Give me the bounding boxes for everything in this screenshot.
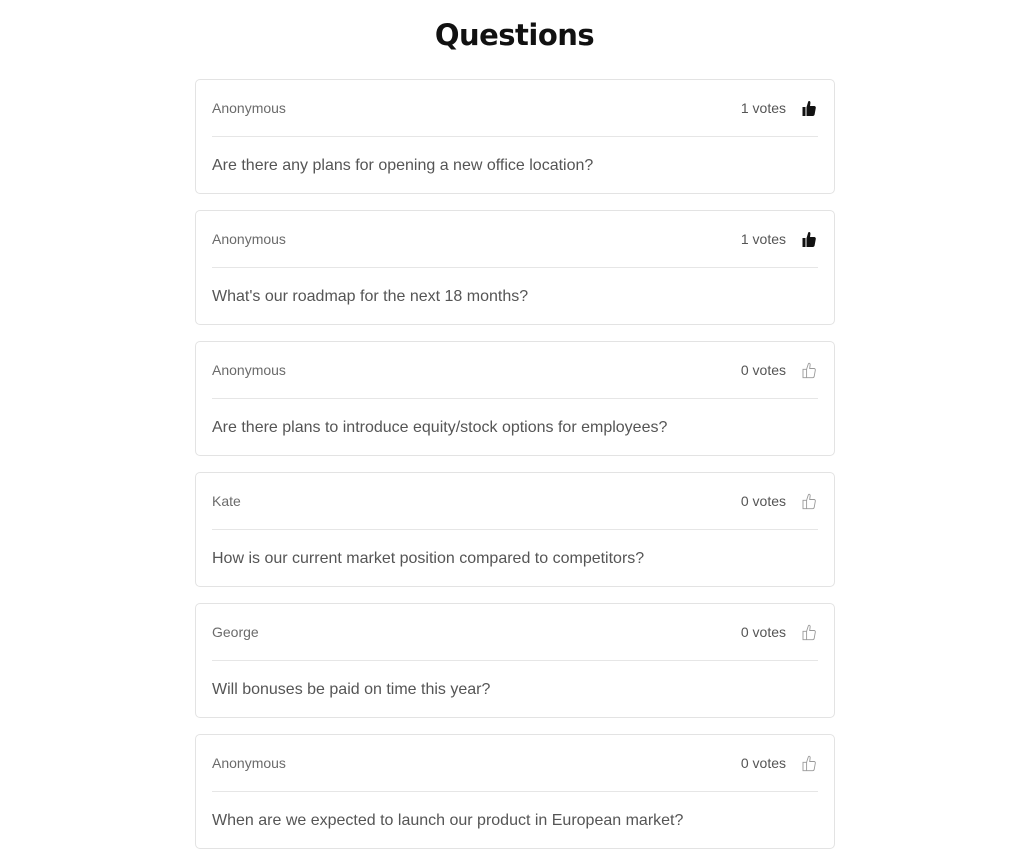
question-text: Will bonuses be paid on time this year? [212,681,491,698]
vote-count: 0 votes [740,493,786,509]
questions-list [195,79,835,865]
question-author: Anonymous [212,755,286,771]
question-header [212,473,818,530]
question-text: What's our roadmap for the next 18 months? [212,288,529,305]
thumbs-up-filled-icon[interactable] [800,230,818,248]
question-header [212,211,818,268]
thumbs-up-outline-icon[interactable] [800,361,818,379]
question-author: Anonymous [212,100,286,116]
question-text: When are we expected to launch our product in European market? [212,812,684,829]
question-header [212,80,818,137]
question-author: Kate [212,493,241,509]
question-card [195,210,835,325]
question-header [212,735,818,792]
question-header [212,604,818,661]
vote-area [741,361,818,379]
vote-area [741,230,818,248]
question-text: Are there plans to introduce equity/stock options for employees? [212,419,668,436]
question-text: How is our current market position compared to competitors? [212,550,645,567]
thumbs-up-outline-icon[interactable] [800,492,818,510]
thumbs-up-outline-icon[interactable] [800,754,818,772]
question-card [195,734,835,849]
question-card [195,79,835,194]
question-header [212,342,818,399]
question-author: Anonymous [212,231,286,247]
question-card [195,341,835,456]
vote-area [741,623,818,641]
question-card [195,472,835,587]
vote-area [741,754,818,772]
question-card [195,603,835,718]
question-author: George [212,624,259,640]
thumbs-up-outline-icon[interactable] [800,623,818,641]
vote-count: 0 votes [740,362,786,378]
question-text: Are there any plans for opening a new office location? [212,157,594,174]
page-title: Questions [434,18,595,52]
vote-count: 1 votes [740,231,786,247]
thumbs-up-filled-icon[interactable] [800,99,818,117]
vote-count: 0 votes [740,624,786,640]
vote-area [741,99,818,117]
vote-count: 1 votes [740,100,786,116]
question-author: Anonymous [212,362,286,378]
vote-area [741,492,818,510]
vote-count: 0 votes [740,755,786,771]
